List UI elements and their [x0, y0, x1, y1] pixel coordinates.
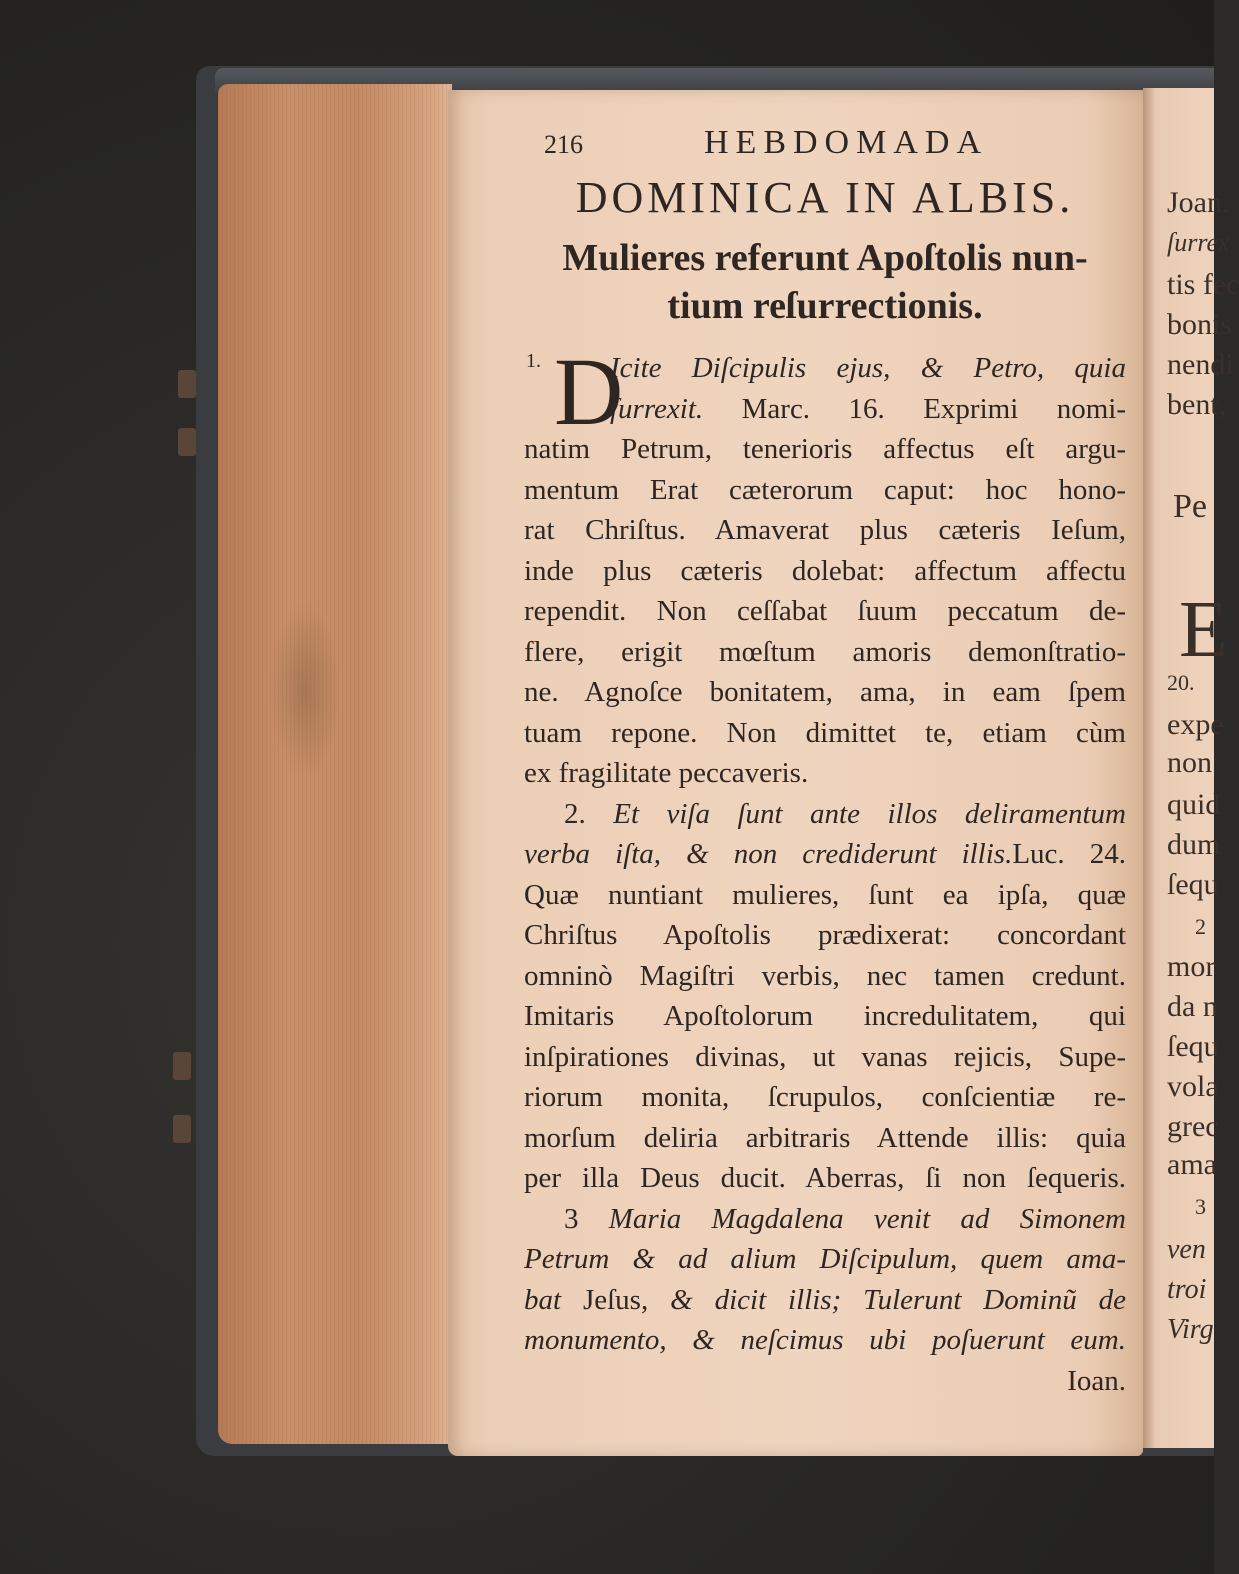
text-line [524, 1118, 1126, 1159]
facing-line: tis fec [1167, 268, 1239, 301]
text-line [524, 875, 1126, 916]
text-line [524, 1199, 1126, 1240]
facing-line: da n [1167, 990, 1218, 1023]
text-run: morſum deliria arbitraris Attende illis: quia [524, 1121, 1126, 1154]
text-line [524, 672, 1126, 713]
facing-line: Pe [1173, 488, 1207, 525]
text-line [524, 470, 1126, 511]
text-run: Quæ nuntiant mulieres, ſunt ea ipſa, quæ [524, 878, 1126, 911]
running-title: HEBDOMADA [704, 124, 988, 161]
text-line [524, 551, 1126, 592]
facing-line: expe [1167, 708, 1224, 741]
text-run: inſpirationes divinas, ut vanas rejicis, Supe- [524, 1040, 1126, 1073]
facing-line: 3 [1195, 1194, 1206, 1219]
text-run: monumento, & neſcimus ubi poſuerunt eum. [524, 1324, 1126, 1356]
text-line [524, 632, 1126, 673]
facing-line: 2 [1195, 914, 1206, 939]
text-line [524, 1320, 1126, 1361]
clasp-bottom-2 [173, 1115, 191, 1143]
paragraph-2 [524, 794, 1126, 1199]
clasp-top-2 [178, 428, 196, 456]
facing-line: mor [1167, 950, 1216, 983]
text-line [524, 591, 1126, 632]
paragraph-number: 3 [564, 1202, 609, 1235]
text-line [524, 996, 1126, 1037]
text-run: ne. Agnoſce bonitatem, ama, in eam ſpem [524, 676, 1126, 708]
text-run: Jeſus, [561, 1283, 671, 1316]
text-run: Et viſa ſunt ante illos deliramentum [613, 797, 1126, 830]
facing-line: troi [1167, 1274, 1207, 1305]
clasp-top-1 [178, 370, 196, 398]
text-run: Maria Magdalena venit ad Simonem [608, 1202, 1126, 1235]
facing-line: ſequ [1167, 868, 1219, 901]
section-heading: DOMINICA IN ALBIS. [575, 173, 1075, 222]
facing-line: grec [1167, 1110, 1219, 1143]
text-run: rependit. Non ceſſabat ſuum peccatum de- [524, 595, 1126, 627]
paragraph-number: 1. [526, 350, 541, 372]
facing-line: nendi [1167, 348, 1234, 381]
text-line [524, 1037, 1126, 1078]
facing-line: Virg [1167, 1314, 1214, 1345]
facing-page [1143, 88, 1239, 1448]
text-run: ex fragilitate peccaveris. [524, 757, 809, 789]
subtitle-line: Mulieres referunt Apoſtolis nun- [562, 237, 1088, 279]
text-run: natim Petrum, tenerioris affectus eſt argu- [524, 433, 1126, 465]
page-number: 216 [544, 130, 583, 159]
text-line [524, 713, 1126, 754]
facing-line: quid [1167, 788, 1221, 821]
facing-line: ven [1167, 1234, 1206, 1265]
facing-line: ſurrex [1167, 228, 1230, 257]
facing-line: dum [1167, 828, 1221, 861]
text-run: ſurrexit. [610, 392, 704, 425]
subtitle-line: tium reſurrectionis. [667, 285, 983, 327]
text-line [524, 1077, 1126, 1118]
water-stain [270, 600, 340, 780]
text-run: flere, erigit mœſtum amoris demonſtratio- [524, 635, 1126, 668]
text-line [524, 794, 1126, 835]
text-line [524, 956, 1126, 997]
text-line [524, 915, 1126, 956]
text-run: Petrum & ad alium Diſcipulum, quem ama- [524, 1243, 1126, 1275]
facing-line: ama [1167, 1148, 1217, 1181]
text-run: Icite Diſcipulis ejus, & Petro, quia [610, 352, 1126, 384]
text-run: mentum Erat cæterorum caput: hoc hono- [524, 473, 1126, 506]
text-line [524, 1239, 1126, 1280]
text-run: tuam repone. Non dimittet te, etiam cùm [524, 716, 1126, 749]
text-line [524, 1280, 1126, 1321]
facing-line: non [1167, 746, 1212, 779]
text-run: Luc. 24. [1012, 838, 1126, 870]
paragraph-3 [524, 1199, 1126, 1361]
text-run: Chriſtus Apoſtolis prædixerat: concordant [524, 919, 1126, 951]
catchword: Ioan. [1067, 1364, 1126, 1397]
facing-line: bonis [1167, 308, 1233, 341]
text-line [524, 1158, 1126, 1199]
text-line [524, 510, 1126, 551]
text-run: inde plus cæteris dolebat: affectum affectu [524, 554, 1126, 587]
clasp-bottom-1 [173, 1052, 191, 1080]
paragraph-number: 2. [564, 797, 614, 830]
facing-line: ſequ [1167, 1030, 1219, 1063]
facing-line: vola [1167, 1070, 1219, 1103]
text-run: Imitaris Apoſtolorum incredulitatem, qui [524, 1000, 1126, 1032]
text-run: verba iſta, & non crediderunt illis. [524, 838, 1013, 870]
text-line [524, 834, 1126, 875]
facing-line: E [1179, 586, 1228, 674]
text-run: riorum monita, ſcrupulos, conſcientiæ re- [524, 1081, 1126, 1113]
drop-cap: D [554, 338, 624, 445]
section-subtitle [524, 234, 1126, 330]
text-run: & dicit illis; Tulerunt Dominũ de [670, 1283, 1127, 1316]
text-line [524, 753, 1126, 794]
facing-line: bent, [1167, 388, 1227, 421]
text-run: omninò Magiſtri verbis, nec tamen credunt. [524, 959, 1126, 992]
text-run: rat Chriſtus. Amaverat plus cæteris Ieſum, [524, 514, 1126, 546]
text-run: Marc. 16. Exprimi nomi- [703, 392, 1126, 425]
facing-line: Joan. [1167, 186, 1230, 219]
text-run: bat [524, 1283, 562, 1316]
running-head [524, 124, 1126, 168]
text-run: per illa Deus ducit. Aberras, ſi non ſequeris. [524, 1162, 1126, 1194]
page-text [524, 124, 1126, 1401]
facing-line: 20. [1167, 670, 1195, 695]
paragraph-1 [524, 338, 1126, 794]
